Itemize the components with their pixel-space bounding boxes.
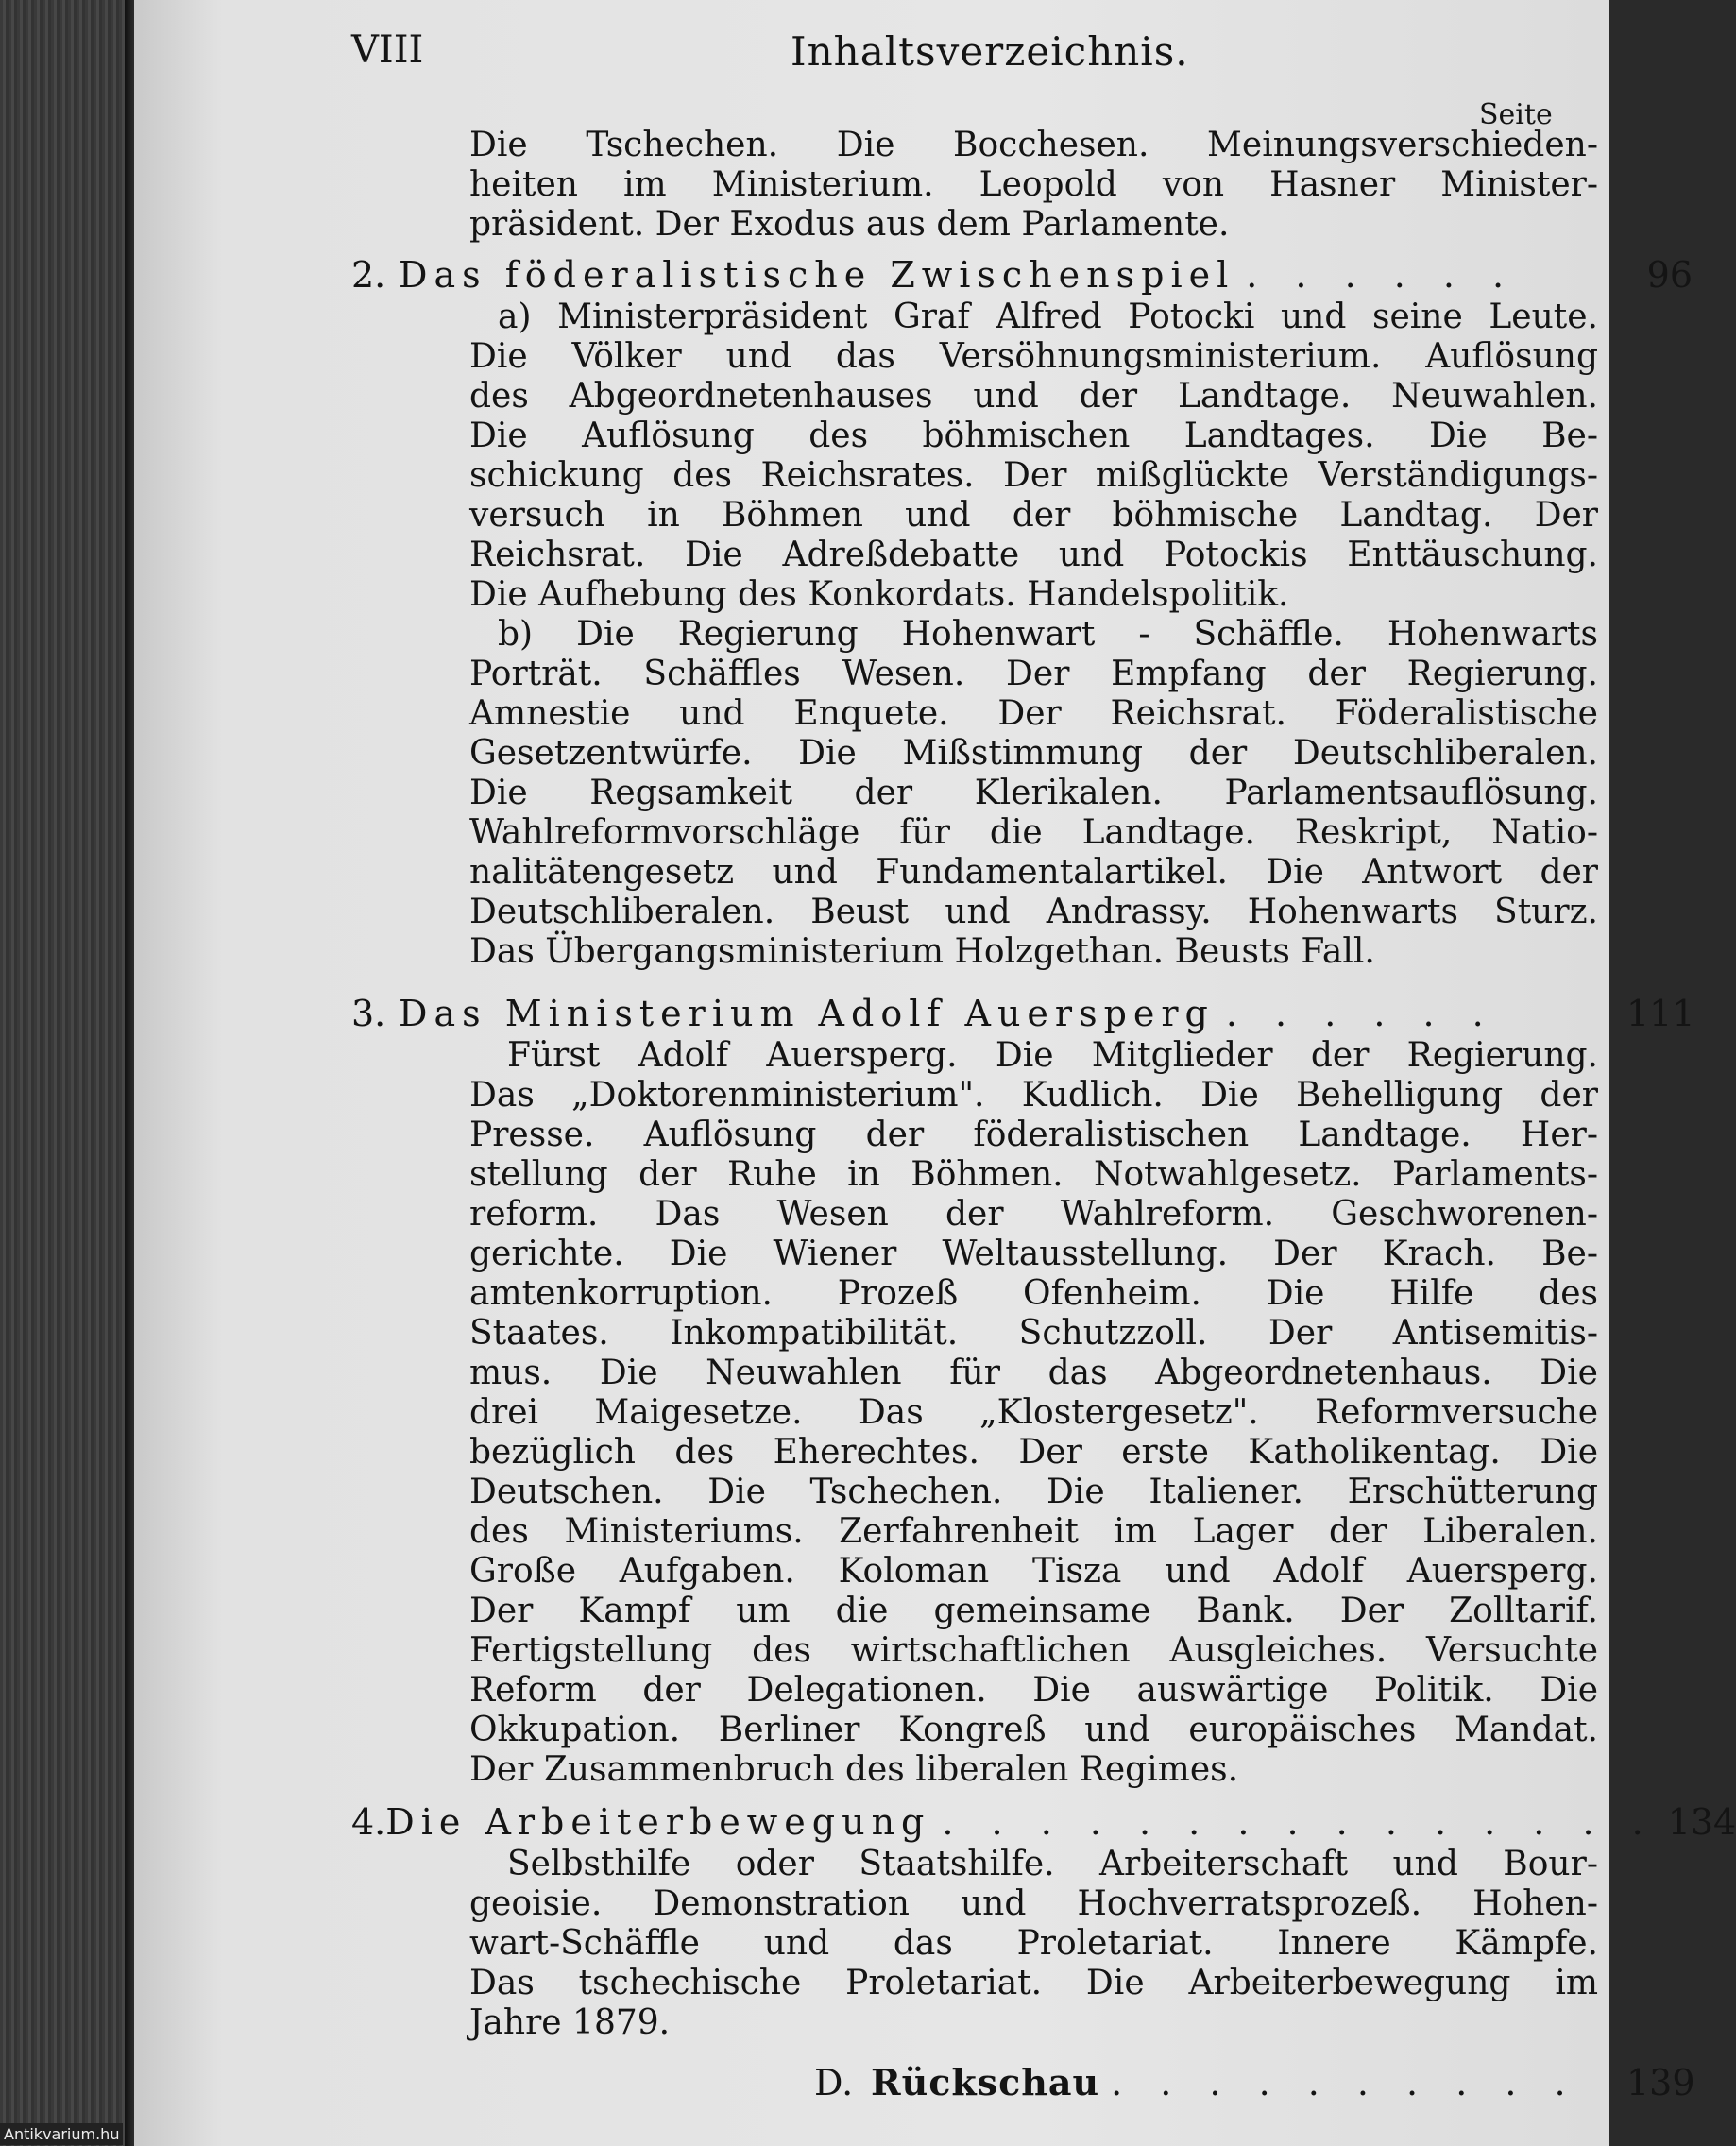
- leader-dots: . . . . . . . . . . . . . . .: [942, 1801, 1657, 1843]
- toc-text-line: Staates. Inkompatibilität. Schutzzoll. Der Antisemitis-: [469, 1314, 1598, 1353]
- toc-text-line: Reform der Delegationen. Die auswärtige Politik. Die: [469, 1671, 1598, 1710]
- toc-text-line: schickung des Reichsrates. Der mißglückte Verständigungs-: [469, 456, 1598, 495]
- toc-text-line: Fertigstellung des wirtschaftlichen Ausgleiches. Versuchte: [469, 1631, 1598, 1670]
- toc-text-line: Fürst Adolf Auersperg. Die Mitglieder der Regierung.: [507, 1036, 1598, 1075]
- binding-shadow: [125, 0, 134, 2146]
- toc-text-line: mus. Die Neuwahlen für das Abgeordnetenhaus. Die: [469, 1354, 1598, 1392]
- section-title: Rückschau: [871, 2061, 1100, 2103]
- leader-dots: . . . . . .: [1246, 254, 1518, 296]
- toc-text-line: Die Tschechen. Die Bocchesen. Meinungsverschieden-: [469, 126, 1598, 164]
- page-title: Inhaltsverzeichnis.: [791, 28, 1189, 75]
- leader-dots: . . . . . . . . . .: [1111, 2062, 1579, 2103]
- toc-text-line: Das tschechische Proletariat. Die Arbeiterbewegung im: [469, 1964, 1598, 2002]
- toc-text-line: Reichsrat. Die Adreßdebatte und Potockis Enttäuschung.: [469, 536, 1598, 574]
- toc-text-line: geoisie. Demonstration und Hochverratsprozeß. Hohen-: [469, 1884, 1598, 1923]
- toc-text-line: heiten im Ministerium. Leopold von Hasner Minister-: [469, 165, 1598, 204]
- toc-text-line: Wahlreformvorschläge für die Landtage. Reskript, Natio-: [469, 813, 1598, 852]
- section-page-number: 111: [1626, 993, 1695, 1034]
- toc-entry-section-2: [351, 255, 1693, 295]
- toc-text-line: stellung der Ruhe in Böhmen. Notwahlgesetz. Parlaments-: [469, 1155, 1598, 1194]
- toc-text-line: drei Maigesetze. Das „Klostergesetz". Reformversuche: [469, 1393, 1598, 1432]
- toc-text-line: Große Aufgaben. Koloman Tisza und Adolf Auersperg.: [469, 1552, 1598, 1591]
- book-binding: [0, 0, 125, 2146]
- toc-text-line: reform. Das Wesen der Wahlreform. Geschworenen-: [469, 1195, 1598, 1234]
- toc-text-line: b) Die Regierung Hohenwart - Schäffle. Hohenwarts: [498, 615, 1598, 654]
- toc-text-line: Selbsthilfe oder Staatshilfe. Arbeiterschaft und Bour-: [507, 1845, 1598, 1883]
- toc-text-line: Die Auflösung des böhmischen Landtages. Die Be-: [469, 417, 1598, 455]
- toc-text-line: Okkupation. Berliner Kongreß und europäisches Mandat.: [469, 1711, 1598, 1749]
- section-title: Das Ministerium Adolf Auersperg: [399, 993, 1215, 1034]
- toc-entry-section-3: [351, 994, 1693, 1033]
- section-number: 3.: [351, 993, 386, 1034]
- toc-entry-rueckschau: [814, 2063, 1693, 2103]
- toc-entry-section-4: [351, 1801, 1736, 1843]
- toc-text-line: Das „Doktorenministerium". Kudlich. Die Behelligung der: [469, 1076, 1598, 1115]
- toc-text-line: gerichte. Die Wiener Weltausstellung. Der Krach. Be-: [469, 1235, 1598, 1273]
- toc-text-line: des Abgeordnetenhauses und der Landtage. Neuwahlen.: [469, 377, 1598, 416]
- toc-text-line: Deutschen. Die Tschechen. Die Italiener. Erschütterung: [469, 1473, 1598, 1511]
- toc-text-line: Jahre 1879.: [469, 2003, 671, 2042]
- toc-text-line: Die Regsamkeit der Klerikalen. Parlamentsauflösung.: [469, 774, 1598, 812]
- leader-dots: . . . . . .: [1225, 993, 1497, 1034]
- toc-text-line: Der Kampf um die gemeinsame Bank. Der Zolltarif.: [469, 1592, 1598, 1630]
- section-page-number: 96: [1646, 254, 1693, 296]
- section-number: 2.: [351, 254, 386, 296]
- toc-text-line: amtenkorruption. Prozeß Ofenheim. Die Hilfe des: [469, 1274, 1598, 1313]
- toc-text-line: nalitätengesetz und Fundamentalartikel. Die Antwort der: [469, 853, 1598, 892]
- watermark: Antikvarium.hu: [0, 2123, 123, 2145]
- toc-text-line: präsident. Der Exodus aus dem Parlamente.: [469, 205, 1230, 244]
- toc-text-line: a) Ministerpräsident Graf Alfred Potocki und seine Leute.: [498, 298, 1598, 336]
- toc-text-line: Die Völker und das Versöhnungsministerium. Auflösung: [469, 337, 1598, 376]
- section-page-number: 134: [1667, 1801, 1736, 1843]
- toc-text-line: Die Aufhebung des Konkordats. Handelspolitik.: [469, 575, 1289, 614]
- toc-text-line: wart-Schäffle und das Proletariat. Innere Kämpfe.: [469, 1924, 1598, 1963]
- section-letter: D.: [814, 2062, 854, 2103]
- toc-text-line: Das Übergangsministerium Holzgethan. Beusts Fall.: [469, 932, 1375, 971]
- section-number: 4.: [351, 1801, 386, 1843]
- toc-text-line: Deutschliberalen. Beust und Andrassy. Hohenwarts Sturz.: [469, 893, 1598, 931]
- page-number: VIII: [351, 28, 424, 72]
- toc-text-line: versuch in Böhmen und der böhmische Landtag. Der: [469, 496, 1598, 535]
- toc-text-line: Der Zusammenbruch des liberalen Regimes.: [469, 1750, 1239, 1789]
- toc-text-line: bezüglich des Eherechtes. Der erste Katholikentag. Die: [469, 1433, 1598, 1472]
- toc-text-line: Gesetzentwürfe. Die Mißstimmung der Deutschliberalen.: [469, 734, 1598, 773]
- section-title: Das föderalistische Zwischenspiel: [399, 254, 1235, 296]
- section-title: Die Arbeiterbewegung: [385, 1801, 931, 1843]
- seite-label: Seite: [1479, 98, 1553, 131]
- toc-text-line: des Ministeriums. Zerfahrenheit im Lager der Liberalen.: [469, 1512, 1598, 1551]
- toc-text-line: Presse. Auflösung der föderalistischen Landtage. Her-: [469, 1116, 1598, 1154]
- toc-text-line: Porträt. Schäffles Wesen. Der Empfang der Regierung.: [469, 655, 1598, 693]
- book-page: [134, 0, 1736, 2146]
- section-page-number: 139: [1626, 2062, 1695, 2103]
- toc-text-line: Amnestie und Enquete. Der Reichsrat. Föderalistische: [469, 694, 1598, 733]
